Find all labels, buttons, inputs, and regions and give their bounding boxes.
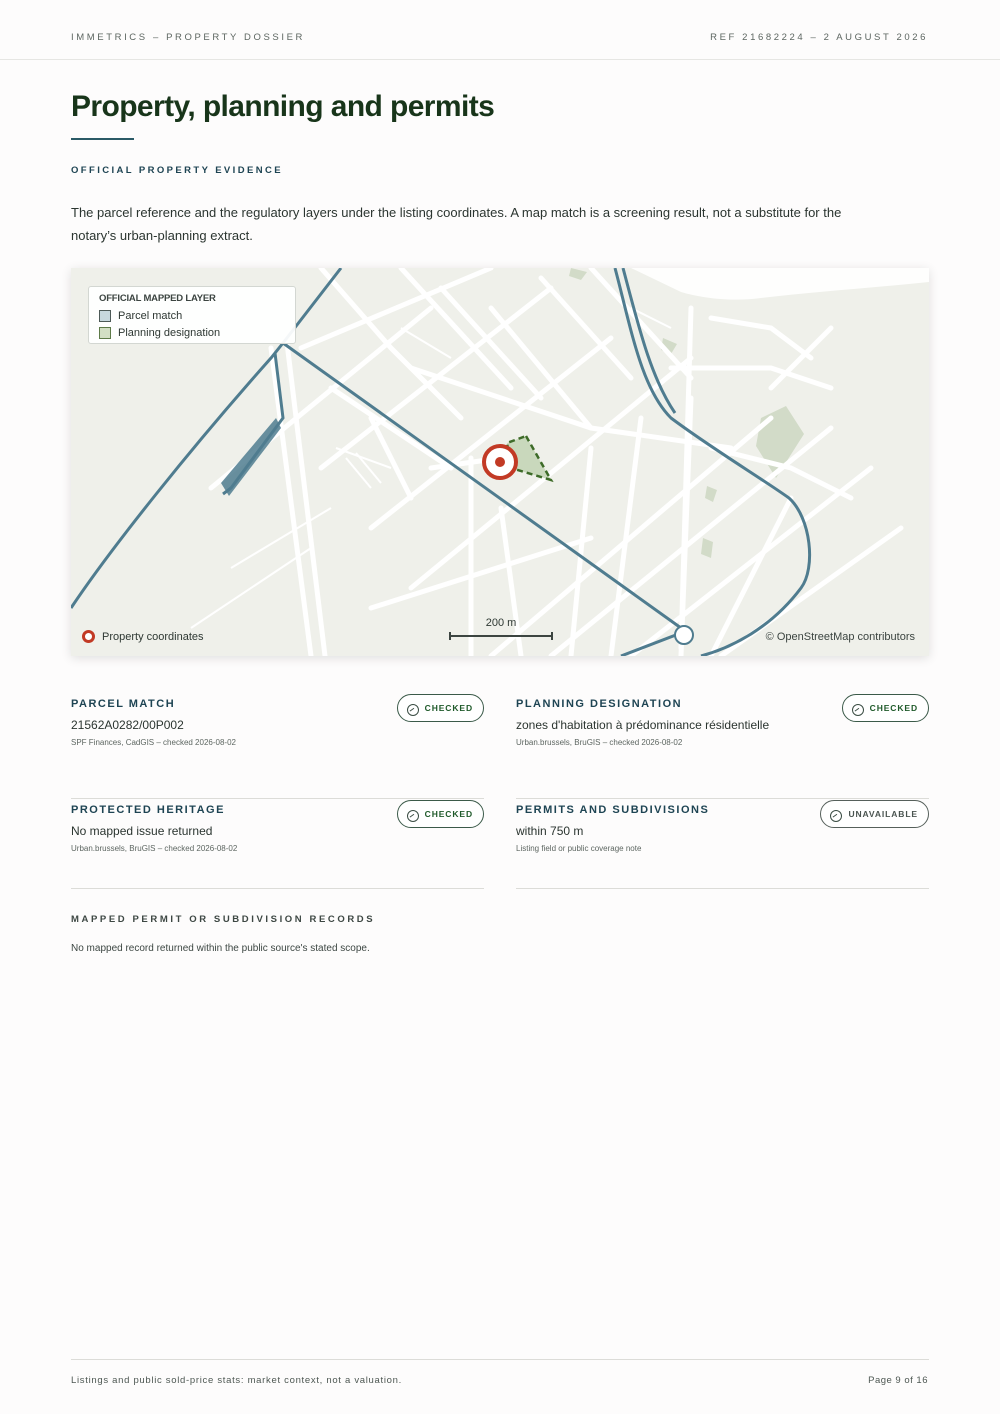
card-planning-designation: [516, 694, 929, 799]
coordinates-key: [82, 630, 204, 643]
check-status-icon: [407, 704, 419, 716]
card-source: SPF Finances, CadGIS – checked 2026-08-02: [71, 738, 236, 747]
status-badge: [397, 694, 484, 722]
footer-divider: [71, 1359, 929, 1360]
status-label: CHECKED: [424, 809, 473, 819]
card-title: PERMITS AND SUBDIVISIONS: [516, 804, 710, 816]
header-brand: IMMETRICS – PROPERTY DOSSIER: [71, 32, 305, 43]
status-label: CHECKED: [869, 703, 918, 713]
status-label: UNAVAILABLE: [848, 809, 918, 819]
card-value: zones d'habitation à prédominance résidentielle: [516, 718, 770, 732]
map-legend: [88, 286, 296, 344]
header-reference: REF 21682224 – 2 AUGUST 2026: [710, 32, 928, 43]
scale-bar: [449, 632, 553, 640]
status-badge: [842, 694, 929, 722]
records-text: No mapped record returned within the public source's stated scope.: [71, 943, 370, 954]
page-header: [0, 0, 1000, 60]
page-number: Page 9 of 16: [868, 1375, 928, 1386]
card-source: Listing field or public coverage note: [516, 844, 642, 853]
card-value: 21562A0282/00P002: [71, 718, 184, 732]
check-status-icon: [852, 704, 864, 716]
intro-paragraph: The parcel reference and the regulatory layers under the listing coordinates. A map match is a screening result, not a substitute for the notary’s urban-planning extract.: [71, 205, 842, 243]
status-badge: [820, 800, 929, 828]
parcel-swatch-icon: [99, 310, 111, 322]
status-label: CHECKED: [424, 703, 473, 713]
records-title: MAPPED PERMIT OR SUBDIVISION RECORDS: [71, 914, 376, 925]
property-map[interactable]: [71, 268, 929, 656]
card-title: PLANNING DESIGNATION: [516, 698, 683, 710]
scale-label: 200 m: [485, 617, 517, 629]
card-parcel-match: [71, 694, 484, 799]
card-permits-subdivisions: [516, 800, 929, 889]
map-attribution[interactable]: © OpenStreetMap contributors: [765, 631, 915, 643]
title-underline: [71, 138, 134, 140]
page-title: Property, planning and permits: [71, 90, 495, 123]
section-eyebrow: OFFICIAL PROPERTY EVIDENCE: [71, 165, 283, 176]
footer-note: Listings and public sold-price stats: market context, not a valuation.: [71, 1375, 402, 1386]
card-title: PARCEL MATCH: [71, 698, 176, 710]
status-badge: [397, 800, 484, 828]
card-value: within 750 m: [516, 824, 584, 838]
card-title: PROTECTED HERITAGE: [71, 804, 225, 816]
legend-item-parcel: [99, 310, 285, 322]
unavailable-status-icon: [830, 810, 842, 822]
map-scale: [449, 617, 553, 640]
legend-planning-label: Planning designation: [118, 327, 221, 339]
card-source: Urban.brussels, BruGIS – checked 2026-08-02: [71, 844, 238, 853]
coordinates-marker-icon: [82, 630, 95, 643]
planning-swatch-icon: [99, 327, 111, 339]
card-protected-heritage: [71, 800, 484, 889]
legend-title: OFFICIAL MAPPED LAYER: [99, 293, 216, 304]
coordinates-label: Property coordinates: [102, 630, 204, 643]
card-value: No mapped issue returned: [71, 824, 213, 838]
legend-item-planning: [99, 327, 285, 339]
legend-parcel-label: Parcel match: [118, 310, 183, 322]
check-status-icon: [407, 810, 419, 822]
card-source: Urban.brussels, BruGIS – checked 2026-08-02: [516, 738, 683, 747]
